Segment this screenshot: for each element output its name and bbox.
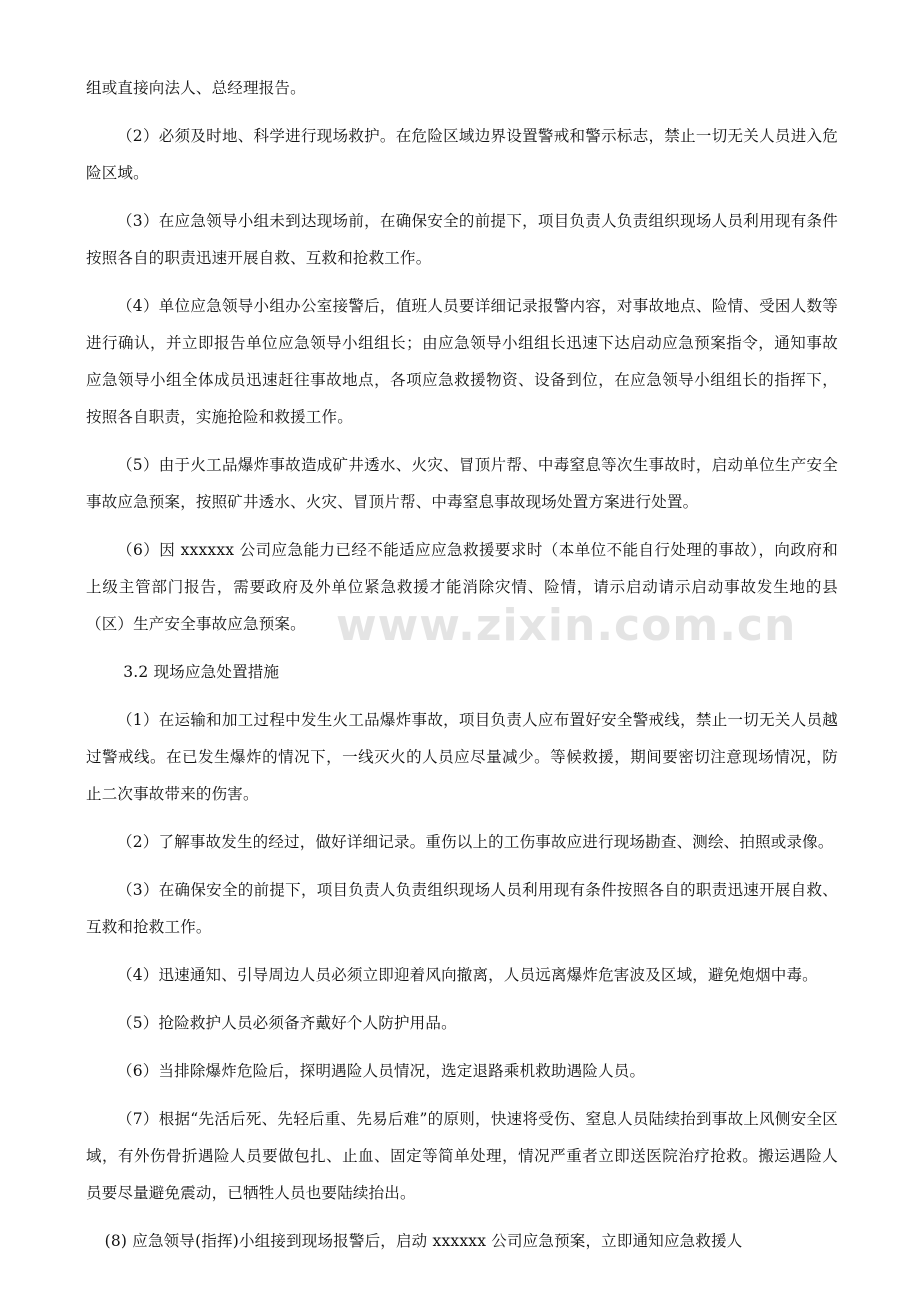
document-page bbox=[86, 70, 838, 1271]
measure-item-6: （6）当排除爆炸危险后，探明遇险人员情况，选定退路乘机救助遇险人员。 bbox=[117, 1062, 646, 1080]
section-heading: 3.2 现场应急处置措施 bbox=[123, 663, 280, 681]
measure-item-1: （1）在运输和加工过程中发生火工品爆炸事故，项目负责人应布置好安全警戒线，禁止一切无关人员越过警戒线。在已发生爆炸的情况下，一线灭火的人员应尽量减少。等候救援，期间要密切注意现场情况，防止二次事故带来的伤害。 bbox=[86, 711, 838, 803]
measure-item-3: （3）在确保安全的前提下，项目负责人负责组织现场人员利用现有条件按照各自的职责迅速开展自救、互救和抢救工作。 bbox=[86, 881, 838, 936]
paragraph-item-2: （2）必须及时地、科学进行现场救护。在危险区域边界设置警戒和警示标志，禁止一切无关人员进入危险区域。 bbox=[86, 127, 838, 182]
paragraph-item-4: （4）单位应急领导小组办公室接警后，值班人员要详细记录报警内容，对事故地点、险情、受困人数等进行确认，并立即报告单位应急领导小组组长；由应急领导小组组长迅速下达启动应急预案指令，通知事故应急领导小组全体成员迅速赶往事故地点，各项应急救援物资、设备到位，在应急领导小组组长的指挥下，按照各自职责，实施抢险和救援工作。 bbox=[86, 297, 838, 426]
paragraph-item-3: （3）在应急领导小组未到达现场前，在确保安全的前提下，项目负责人负责组织现场人员利用现有条件按照各自的职责迅速开展自救、互救和抢救工作。 bbox=[86, 212, 838, 267]
measure-item-8: (8) 应急领导(指挥)小组接到现场报警后，启动 xxxxxx 公司应急预案，立即通知应急救援人 bbox=[104, 1232, 743, 1250]
measure-item-5: （5）抢险救护人员必须备齐戴好个人防护用品。 bbox=[117, 1014, 457, 1032]
paragraph-item-6: （6）因 xxxxxx 公司应急能力已经不能适应应急救援要求时（本单位不能自行处理的事故），向政府和上级主管部门报告，需要政府及外单位紧急救援才能消除灾情、险情，请示启动请示启动事故发生地的县（区）生产安全事故应急预案。 bbox=[86, 541, 838, 633]
measure-item-2: （2）了解事故发生的经过，做好详细记录。重伤以上的工伤事故应进行现场勘查、测绘、拍照或录像。 bbox=[117, 833, 834, 851]
watermark: www.zixin.com.cn bbox=[336, 600, 797, 651]
paragraph-continuation: 组或直接向法人、总经理报告。 bbox=[86, 79, 306, 97]
measure-item-7: （7）根据“先活后死、先轻后重、先易后难”的原则，快速将受伤、窒息人员陆续抬到事故上风侧安全区域，有外伤骨折遇险人员要做包扎、止血、固定等简单处理，情况严重者立即送医院治疗抢救。搬运遇险人员要尽量避免震动，已牺牲人员也要陆续抬出。 bbox=[86, 1110, 838, 1202]
measure-item-4: （4）迅速通知、引导周边人员必须立即迎着风向撤离，人员远离爆炸危害波及区域，避免炮烟中毒。 bbox=[117, 966, 818, 984]
paragraph-item-5: （5）由于火工品爆炸事故造成矿井透水、火灾、冒顶片帮、中毒窒息等次生事故时，启动单位生产安全事故应急预案，按照矿井透水、火灾、冒顶片帮、中毒窒息事故现场处置方案进行处置。 bbox=[86, 456, 838, 511]
